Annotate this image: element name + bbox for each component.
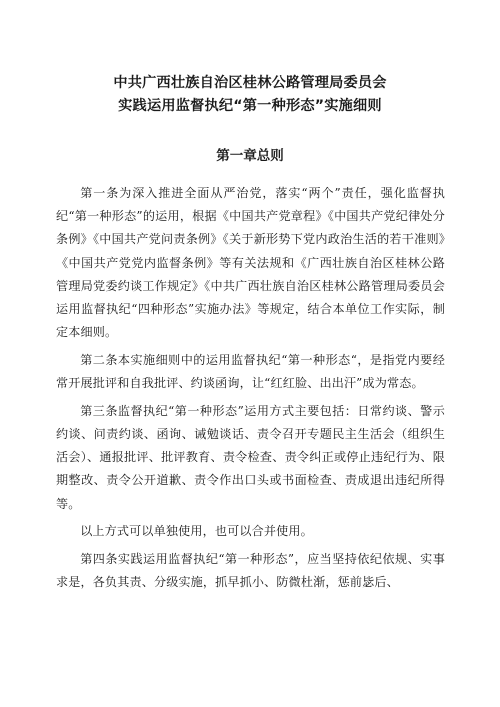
paragraph-article-2: 第二条本实施细则中的运用监督执纪“第一种形态“，是指党内要经常开展批评和自我批评、约谈函询，让“红红脸、出出汗”成为常态。 — [56, 352, 445, 391]
document-title-line-1: 中共广西壮族自治区桂林公路管理局委员会 — [113, 75, 387, 91]
paragraph-article-4: 第四条实践运用监督执纪“第一种形态”，应当坚持依纪依规、实事求是，各负其责、分级实施，抓早抓小、防微杜渐，惩前毖后、 — [56, 552, 445, 590]
chapter-heading: 第一章总则 — [216, 148, 284, 164]
paragraph-article-3: 第三条监督执纪“第一种形态”运用方式主要包括：日常约谈、警示约谈、问责约谈、函询、诫勉谈话、责令召开专题民主生活会（组织生活会）、通报批评、批评教育、责令检查、责令纠正或停止违纪行为、限期整改、责令公开道歉、责令作出口头或书面检查、责成退出违纪所得等。 — [56, 403, 445, 511]
paragraph-article-1: 第一条为深入推进全面从严治党，落实“两个”责任，强化监督执纪“第一种形态”的运用，根据《中国共产党章程》《中国共产党纪律处分条例》《中国共产党问责条例》《关于新形势下党内政治生活的若干准则》《中国共产党党内监督条例》等有关法规和《广西壮族自治区桂林公路管理局党委约谈工作规定》《中共广西壮族自治区桂林公路管理局委员会运用监督执纪“四种形态”实施办法》等规定，结合本单位工作实际，制定本细则。 — [56, 186, 445, 340]
title-block — [0, 72, 500, 118]
document-body — [56, 182, 445, 599]
document-title-line-2: 实践运用监督执纪“第一种形态”实施细则 — [118, 98, 382, 114]
paragraph-note: 以上方式可以单独使用，也可以合并使用。 — [80, 524, 313, 539]
